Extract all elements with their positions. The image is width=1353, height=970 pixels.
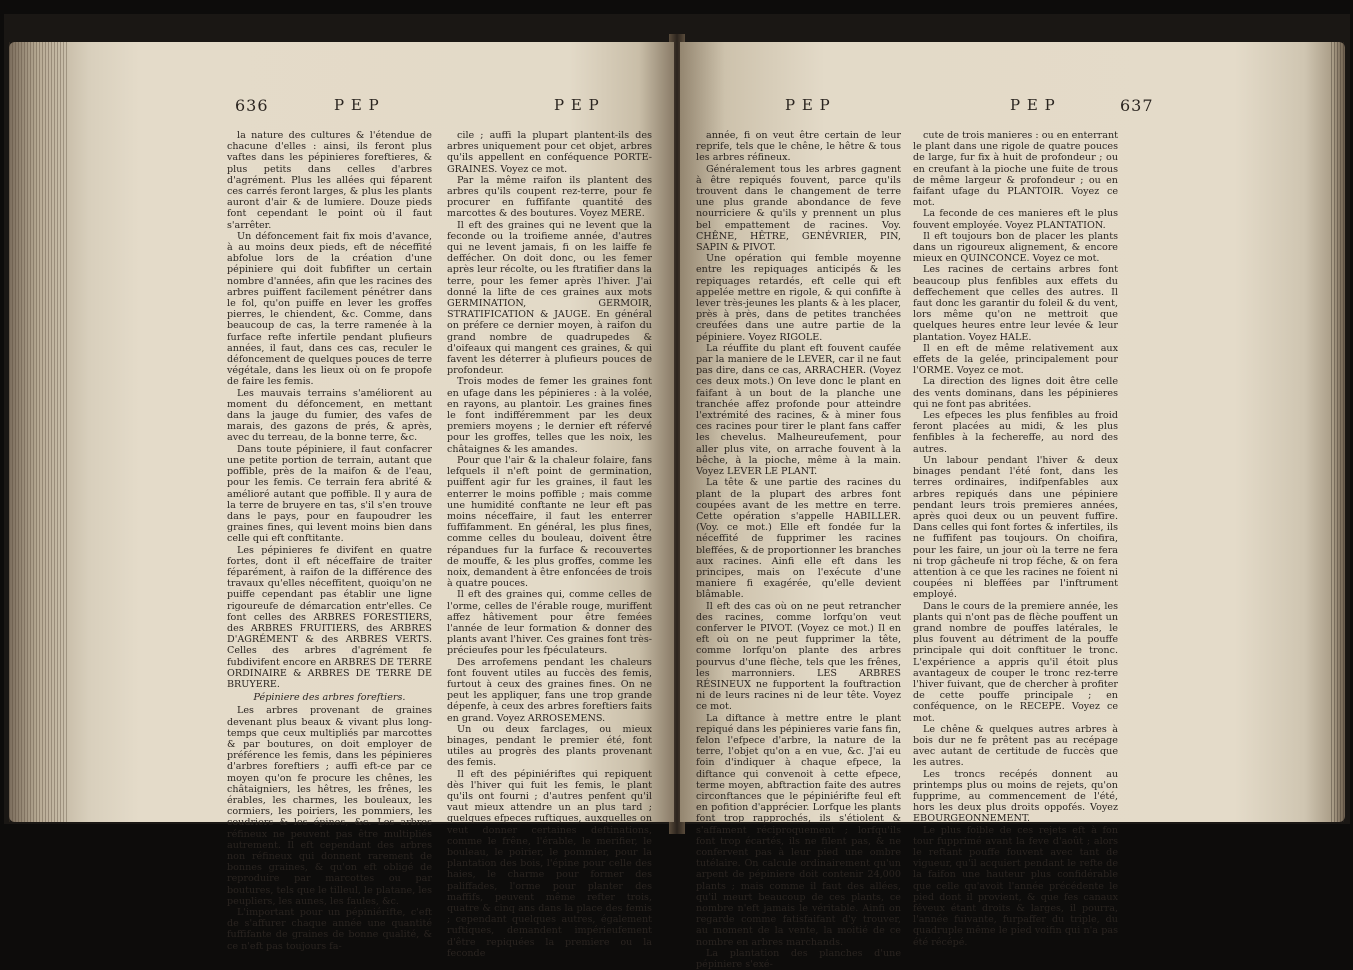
- paragraph: Un ou deux farclages, ou mieux binages, pendant le premier été, font utiles au progrès des plants provenant des femis.: [447, 723, 652, 769]
- paragraph: L'important pour un pépiniérifte, c'eft de s'affurer chaque année une quantité fuffifante de graines de bonne qualité, & ce n'eft pas toujours fa-: [227, 907, 432, 952]
- paragraph: Les mauvais terrains s'améliorent au moment du défoncement, en mettant dans la jauge du fumier, des vafes de marais, des gazons de prés, & après, avec du terreau, de la bonne terre, &c.: [227, 387, 432, 444]
- right-column-2: [913, 130, 1118, 948]
- paragraph: Le chêne & quelques autres arbres à bois dur ne fe prêtent pas au recépage avec autant de certitude de fuccès que les autres.: [913, 723, 1118, 769]
- paragraph: Il eft des graines qui ne levent que la feconde ou la troifieme année, d'autres qui ne levent jamais, fi on les laiffe fe deffécher. On doit donc, ou les femer après leur récolte, ou les ftratifier dans la terre, pour les femer après l'hiver. J'ai donné la lifte de ces graines aux mots GERMINATION, GERMOIR, STRATIFICATION & JAUGE. En général on préfere ce dernier moyen, à raifon du grand nombre de quadrupedes & d'oifeaux qui mangent ces graines, & qui favent les déterrer à plufieurs pouces de profondeur.: [447, 219, 652, 377]
- paragraph: année, fi on veut être certain de leur reprife, tels que le chêne, le hêtre & tous les arbres réfineux.: [696, 130, 901, 164]
- header-left-col2: P E P: [554, 96, 600, 114]
- page-number-left: 636: [235, 96, 269, 115]
- paragraph: La réuffite du plant eft fouvent caufée par la maniere de le LEVER, car il ne faut pas dire, dans ce cas, ARRACHER. (Voyez ces deux mots.) On leve donc le plant en faifant à un bout de la planche une tranchée affez profonde pour atteindre l'extrémité des racines, & à miner fous ces racines pour tirer le plant fans caffer les chevelus. Malheureufement, pour aller plus vite, on arrache fouvent à la bêche, à la pioche, même à la main. Voyez LEVER LE PLANT.: [696, 342, 901, 478]
- header-right-col1: P E P: [785, 96, 831, 114]
- paragraph: Il eft toujours bon de placer les plants dans un rigoureux alignement, & encore mieux en QUINCONCE. Voyez ce mot.: [913, 230, 1118, 265]
- paragraph: La tête & une partie des racines du plant de la plupart des arbres font coupées avant de les mettre en terre. Cette opération s'appelle HABILLER. (Voy. ce mot.) Elle eft fondée fur la néceffité de fupprimer les racines bleffées, & de proportionner les branches aux racines. Ainfi elle eft dans les principes, mais on l'exécute d'une maniere fi exagérée, qu'elle devient blâmable.: [696, 477, 901, 601]
- paragraph: Des arrofemens pendant les chaleurs font fouvent utiles au fuccès des femis, furtout à ceux des graines fines. On ne peut les appliquer, fans une trop grande dépenfe, à ceux des arbres foreftiers faits en grand. Voyez ARROSEMENS.: [447, 656, 652, 724]
- paragraph: Pépiniere des arbres foreftiers.: [253, 692, 406, 704]
- left-page: [9, 42, 674, 959]
- paragraph: la nature des cultures & l'étendue de chacune d'elles : ainsi, ils feront plus vaftes dans les pépinieres foreftieres, & plus petits dans celles d'arbres d'agrément. Plus les allées qui féparent ces carrés feront larges, & plus les plants auront d'air & de lumiere. Douze pieds font cependant le point où il faut s'arrêter.: [227, 130, 432, 231]
- paragraph: Par la même raifon ils plantent des arbres qu'ils coupent rez-terre, pour fe procurer en fuffifante quantité des marcottes & des boutures. Voyez MERE.: [447, 174, 652, 220]
- right-column-1: [696, 130, 901, 970]
- paragraph: Un défoncement fait fix mois d'avance, à au moins deux pieds, eft de néceffité abfolue lors de la création d'une pépiniere qui doit fubfifter un certain nombre d'années, afin que les racines des arbres puiffent facilement pénétrer dans le fol, qu'on puiffe en lever les groffes pierres, le chiendent, &c. Comme, dans beaucoup de cas, la terre ramenée à la furface refte infertile pendant plufieurs années, il faut, dans ces cas, reculer le défoncement de quelques pouces de terre végétale, dans les lieux où on fe propofe de faire les femis.: [227, 230, 432, 388]
- header-left-col1: P E P: [334, 96, 380, 114]
- paragraph: Il eft des pépiniériftes qui repiquent dès l'hiver qui fuit les femis, le plant qu'ils ont fourni ; d'autres penfent qu'il vaut mieux attendre un an plus tard ; quelques efpeces ruftiques, auxquelles on veut donner certaines deftinations, comme le frêne, l'érable, le merifier, le bouleau, le poirier, le pommier, pour la plantation des bois, l'épine pour celle des haies, le charme pour former des paliffades, l'orme pour planter des maffifs, peuvent même refter trois, quatre & cinq ans dans la place des femis ; cependant quelques autres, également ruftiques, demandent impérieufement d'être repiquées la premiere ou la feconde: [447, 768, 652, 959]
- paragraph: La feconde de ces manieres eft le plus fouvent employée. Voyez PLANTATION.: [913, 208, 1118, 231]
- paragraph: Il en eft de même relativement aux effets de la gelée, principalement pour l'ORME. Voyez ce mot.: [913, 342, 1118, 377]
- paragraph: Pour que l'air & la chaleur folaire, fans lefquels il n'eft point de germination, puiffent agir fur les graines, il faut les enterrer le moins poffible ; mais comme une humidité conftante ne leur eft pas moins néceffaire, il faut les enterrer fuffifamment. En général, les plus fines, comme celles du bouleau, doivent être répandues fur la furface & recouvertes de mouffe, & les plus groffes, comme les noix, demandent à être enfoncées de trois à quatre pouces.: [447, 454, 653, 590]
- right-page: [680, 42, 1345, 970]
- paragraph: Il eft des cas où on ne peut retrancher des racines, comme lorfqu'on veut conferver le PIVOT. (Voyez ce mot.) Il en eft où on ne peut fupprimer la tête, comme lorfqu'on plante des arbres pourvus d'une flèche, tels que les frênes, les marronniers. LES ARBRES RÉSINEUX ne fupportent la fouftraction ni de leurs racines ni de leur tête. Voyez ce mot.: [696, 600, 901, 713]
- paragraph: Un labour pendant l'hiver & deux binages pendant l'été font, dans les terres ordinaires, indifpenfables aux arbres repiqués dans une pépiniere pendant leurs trois premieres années, après quoi deux ou un peuvent fuffire. Dans celles qui font fortes & infertiles, ils ne fuffifent pas toujours. On choifira, pour les faire, un jour où la terre ne fera ni trop gâcheufe ni trop féche, & on fera attention à ce que les racines ne foient ni coupées ni bleffées par l'inftrument employé.: [913, 454, 1118, 601]
- paragraph: Les efpeces les plus fenfibles au froid feront placées au midi, & les plus fenfibles à la fechereffe, au nord des autres.: [913, 410, 1118, 455]
- paragraph: Généralement tous les arbres gagnent à être repiqués fouvent, parce qu'ils trouvent dans le changement de terre une plus grande abondance de feve nourriciere & qu'ils y prennent un plus bel empattement de racines. Voy. CHÊNE, HÊTRE, GENÉVRIER, PIN, SAPIN & PIVOT.: [696, 163, 901, 254]
- paragraph: Une opération qui femble moyenne entre les repiquages anticipés & les repiquages retardés, eft celle qui eft appelée mettre en rigole, & qui confifte à lever très-jeunes les plants & à les placer, près à près, dans de petites tranchées creufées dans une autre partie de la pépiniere. Voyez RIGOLE.: [696, 253, 901, 343]
- open-book: [4, 14, 1350, 970]
- page-number-right: 637: [1120, 96, 1154, 115]
- left-column-1: [227, 130, 432, 952]
- paragraph: La direction des lignes doit être celle des vents dominans, dans les pépinieres qui ne font pas abritées.: [913, 376, 1118, 410]
- paragraph: Dans le cours de la premiere année, les plants qui n'ont pas de flèche pouffent un grand nombre de pouffes latérales, le plus fouvent au détriment de la pouffe principale qui doit conftituer le tronc. L'expérience a appris qu'il étoit plus avantageux de couper le tronc rez-terre l'hiver fuivant, que de chercher à profiter de cette pouffe principale ; en conféquence, on le RECEPE. Voyez ce mot.: [913, 600, 1118, 724]
- paragraph: Dans toute pépiniere, il faut confacrer une petite portion de terrain, autant que poffible, près de la maifon & de l'eau, pour les femis. Ce terrain fera abrité & amélioré autant que poffible. Il y aura de la terre de bruyere en tas, s'il s'en trouve dans le pays, pour en faupoudrer les graines fines, qui levent moins bien dans celle qui eft conftitante.: [227, 443, 432, 545]
- paragraph: cute de trois manieres : ou en enterrant le plant dans une rigole de quatre pouces de large, fur fix à huit de profondeur ; ou en creufant à la pioche une fuite de trous de même largeur & profondeur ; ou en faifant ufage du PLANTOIR. Voyez ce mot.: [913, 130, 1118, 209]
- paragraph: La diftance à mettre entre le plant repiqué dans les pépinieres varie fans fin, felon l'efpece d'arbre, la nature de la terre, l'objet qu'on a en vue, &c. J'ai eu foin d'indiquer à chaque efpece, la diftance qui convenoit à cette efpece, terme moyen, abftraction faite des autres circonftances que le pépiniérifte feul eft en pofition d'apprécier. Lorfque les plants font trop rapprochés, ils s'étiolent & s'affament réciproquement ; lorfqu'ils font trop écartés, ils ne filent pas, & ne confervent pas à leur pied une ombre tutélaire. On calcule ordinairement qu'un arpent de pépiniere doit contenir 24,000 plants ; mais comme il faut des allées, qu'il meurt beaucoup de ces plants, ce nombre n'eft jamais le véritable. Ainfi on regarde comme fatisfaifant d'y trouver, au moment de la vente, la moitié de ce nombre en arbres marchands.: [696, 712, 901, 948]
- paragraph: Trois modes de femer les graines font en ufage dans les pépinieres : à la volée, en rayons, au plantoir. Les graines fines le font indifféremment par les deux premiers moyens ; le dernier eft réfervé pour les groffes, telles que les noix, les châtaignes & les amandes.: [447, 376, 652, 455]
- paragraph: Les troncs recépés donnent au printemps plus ou moins de rejets, qu'on fupprime, au commencement de l'été, hors les deux plus droits oppofés. Voyez EBOURGEONNEMENT.: [913, 768, 1118, 825]
- paragraph: Les arbres provenant de graines devenant plus beaux & vivant plus long-temps que ceux multipliés par marcottes & par boutures, on doit employer de préférence les femis, dans les pépinieres d'arbres foreftiers ; auffi eft-ce par ce moyen qu'on fe procure les chênes, les châtaigniers, les hêtres, les frênes, les érables, les charmes, les bouleaux, les cormiers, les poiriers, les pommiers, les coudriers & les épines, &c. Les arbres réfineux ne peuvent pas être multipliés autrement. Il eft cependant des arbres non réfineux qui donnent rarement de bonnes graines, & qu'on eft obligé de reproduire par marcottes ou par boutures, tels que le tilleul, le platane, les peupliers, les aunes, les faules, &c.: [227, 705, 432, 907]
- paragraph: Les racines de certains arbres font beaucoup plus fenfibles aux effets du deffechement que celles des autres. Il faut donc les garantir du foleil & du vent, lors même qu'on ne mettroit que quelques heures entre leur levée & leur plantation. Voyez HALE.: [913, 264, 1118, 343]
- left-column-2: [447, 130, 652, 959]
- paragraph: Le plus foible de ces rejets eft à fon tour fupprimé avant la feve d'août ; alors le reftant pouffe fouvent avec tant de vigueur, qu'il acquiert pendant le refte de la faifon une hauteur plus confidérable que celle qu'avoit l'année précédente le pied dont il provient, & que fes canaux féveux étant droits & larges, il pourra, l'année fuivante, furpaffer du triple, du quadruple même le pied voifin qui n'a pas été récépé.: [913, 824, 1118, 948]
- paragraph: Les pépinieres fe divifent en quatre fortes, dont il eft néceffaire de traiter féparément, à raifon de la différence des travaux qu'elles néceffitent, quoiqu'on ne puiffe cependant pas établir une ligne rigoureufe de démarcation entr'elles. Ce font celles des ARBRES FORESTIERS, des ARBRES FRUITIERS, des ARBRES D'AGRÉMENT & des ARBRES VERTS. Celles des arbres d'agrément fe fubdivifent encore en ARBRES DE TERRE ORDINAIRE & ARBRES DE TERRE DE BRUYERE.: [227, 544, 432, 690]
- paragraph: cile ; auffi la plupart plantent-ils des arbres uniquement pour cet objet, arbres qu'ils appellent en conféquence PORTE-GRAINES. Voyez ce mot.: [447, 130, 652, 175]
- header-right-col2: P E P: [1010, 96, 1056, 114]
- paragraph: La plantation des planches d'une pépiniere s'exé-: [696, 947, 901, 970]
- paragraph: Il eft des graines qui, comme celles de l'orme, celles de l'érable rouge, muriffent affez hâtivement pour être femées l'année de leur formation & donner des plants avant l'hiver. Ces graines font très-précieufes pour les fpéculateurs.: [447, 589, 652, 657]
